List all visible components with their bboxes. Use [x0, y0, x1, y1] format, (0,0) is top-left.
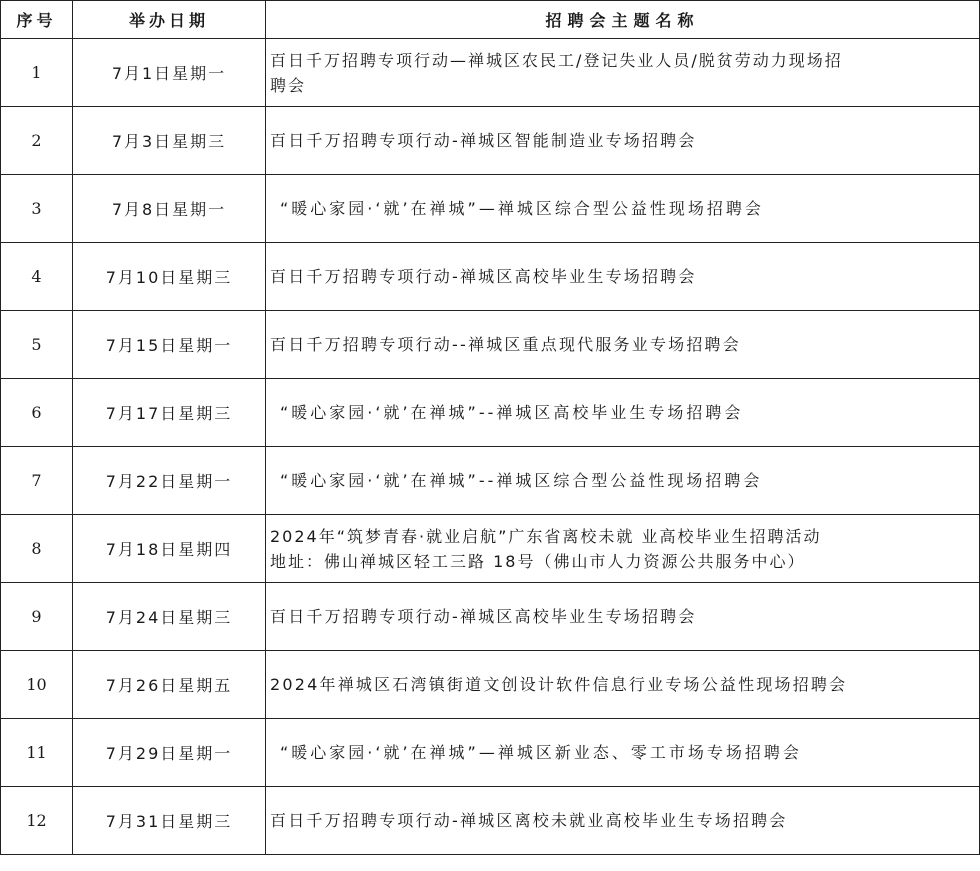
table-row [1, 787, 980, 855]
row-title-line: “暖心家园·‘就’在禅城”—禅城区新业态、零工市场专场招聘会 [280, 743, 802, 762]
table-row [1, 107, 980, 175]
row-no: 2 [1, 107, 73, 175]
row-no: 1 [1, 39, 73, 107]
row-no: 9 [1, 583, 73, 651]
row-title-line: 地址：佛山禅城区轻工三路 18号（佛山市人力资源公共服务中心） [270, 551, 806, 571]
row-title [266, 719, 980, 787]
row-title-line: “暖心家园·‘就’在禅城”--禅城区高校毕业生专场招聘会 [280, 403, 744, 422]
row-title-line: 聘会 [270, 75, 307, 95]
table-row [1, 311, 980, 379]
row-no: 5 [1, 311, 73, 379]
table-row [1, 515, 980, 583]
row-title-line: 2024年禅城区石湾镇街道文创设计软件信息行业专场公益性现场招聘会 [270, 675, 848, 694]
row-title [266, 515, 980, 583]
row-title-line: 百日千万招聘专项行动-禅城区智能制造业专场招聘会 [270, 131, 697, 150]
row-title [266, 379, 980, 447]
row-date: 7月1日星期一 [73, 39, 266, 107]
row-date: 7月18日星期四 [73, 515, 266, 583]
header-date: 举办日期 [73, 1, 266, 39]
row-title [266, 175, 980, 243]
row-title-line: 百日千万招聘专项行动-禅城区离校未就业高校毕业生专场招聘会 [270, 811, 788, 830]
row-title [266, 107, 980, 175]
row-no: 10 [1, 651, 73, 719]
table-row [1, 651, 980, 719]
row-title-line: 百日千万招聘专项行动-禅城区高校毕业生专场招聘会 [270, 607, 697, 626]
row-title-line: “暖心家园·‘就’在禅城”—禅城区综合型公益性现场招聘会 [280, 199, 764, 218]
row-no: 8 [1, 515, 73, 583]
row-date: 7月22日星期一 [73, 447, 266, 515]
row-date: 7月31日星期三 [73, 787, 266, 855]
row-title-line: 百日千万招聘专项行动—禅城区农民工/登记失业人员/脱贫劳动力现场招 [270, 50, 843, 70]
table-header-row [1, 1, 980, 39]
row-date: 7月10日星期三 [73, 243, 266, 311]
row-title [266, 583, 980, 651]
row-title [266, 311, 980, 379]
row-date: 7月8日星期一 [73, 175, 266, 243]
row-title-line: “暖心家园·‘就’在禅城”--禅城区综合型公益性现场招聘会 [280, 471, 763, 490]
row-no: 11 [1, 719, 73, 787]
row-title [266, 243, 980, 311]
row-title-line: 2024年“筑梦青春·就业启航”广东省离校未就 业高校毕业生招聘活动 [270, 526, 822, 546]
row-date: 7月29日星期一 [73, 719, 266, 787]
table-row [1, 39, 980, 107]
row-no: 3 [1, 175, 73, 243]
table-row [1, 447, 980, 515]
table-row [1, 243, 980, 311]
table-row [1, 583, 980, 651]
row-title [266, 447, 980, 515]
row-title-line: 百日千万招聘专项行动--禅城区重点现代服务业专场招聘会 [270, 335, 741, 354]
table-row [1, 175, 980, 243]
row-no: 12 [1, 787, 73, 855]
row-no: 6 [1, 379, 73, 447]
table-row [1, 719, 980, 787]
row-no: 4 [1, 243, 73, 311]
row-title [266, 787, 980, 855]
row-date: 7月26日星期五 [73, 651, 266, 719]
header-no: 序号 [1, 1, 73, 39]
row-title-line: 百日千万招聘专项行动-禅城区高校毕业生专场招聘会 [270, 267, 697, 286]
row-date: 7月3日星期三 [73, 107, 266, 175]
row-title [266, 651, 980, 719]
row-date: 7月24日星期三 [73, 583, 266, 651]
table-row [1, 379, 980, 447]
header-title: 招聘会主题名称 [266, 1, 980, 39]
row-title [266, 39, 980, 107]
row-no: 7 [1, 447, 73, 515]
row-date: 7月17日星期三 [73, 379, 266, 447]
row-date: 7月15日星期一 [73, 311, 266, 379]
